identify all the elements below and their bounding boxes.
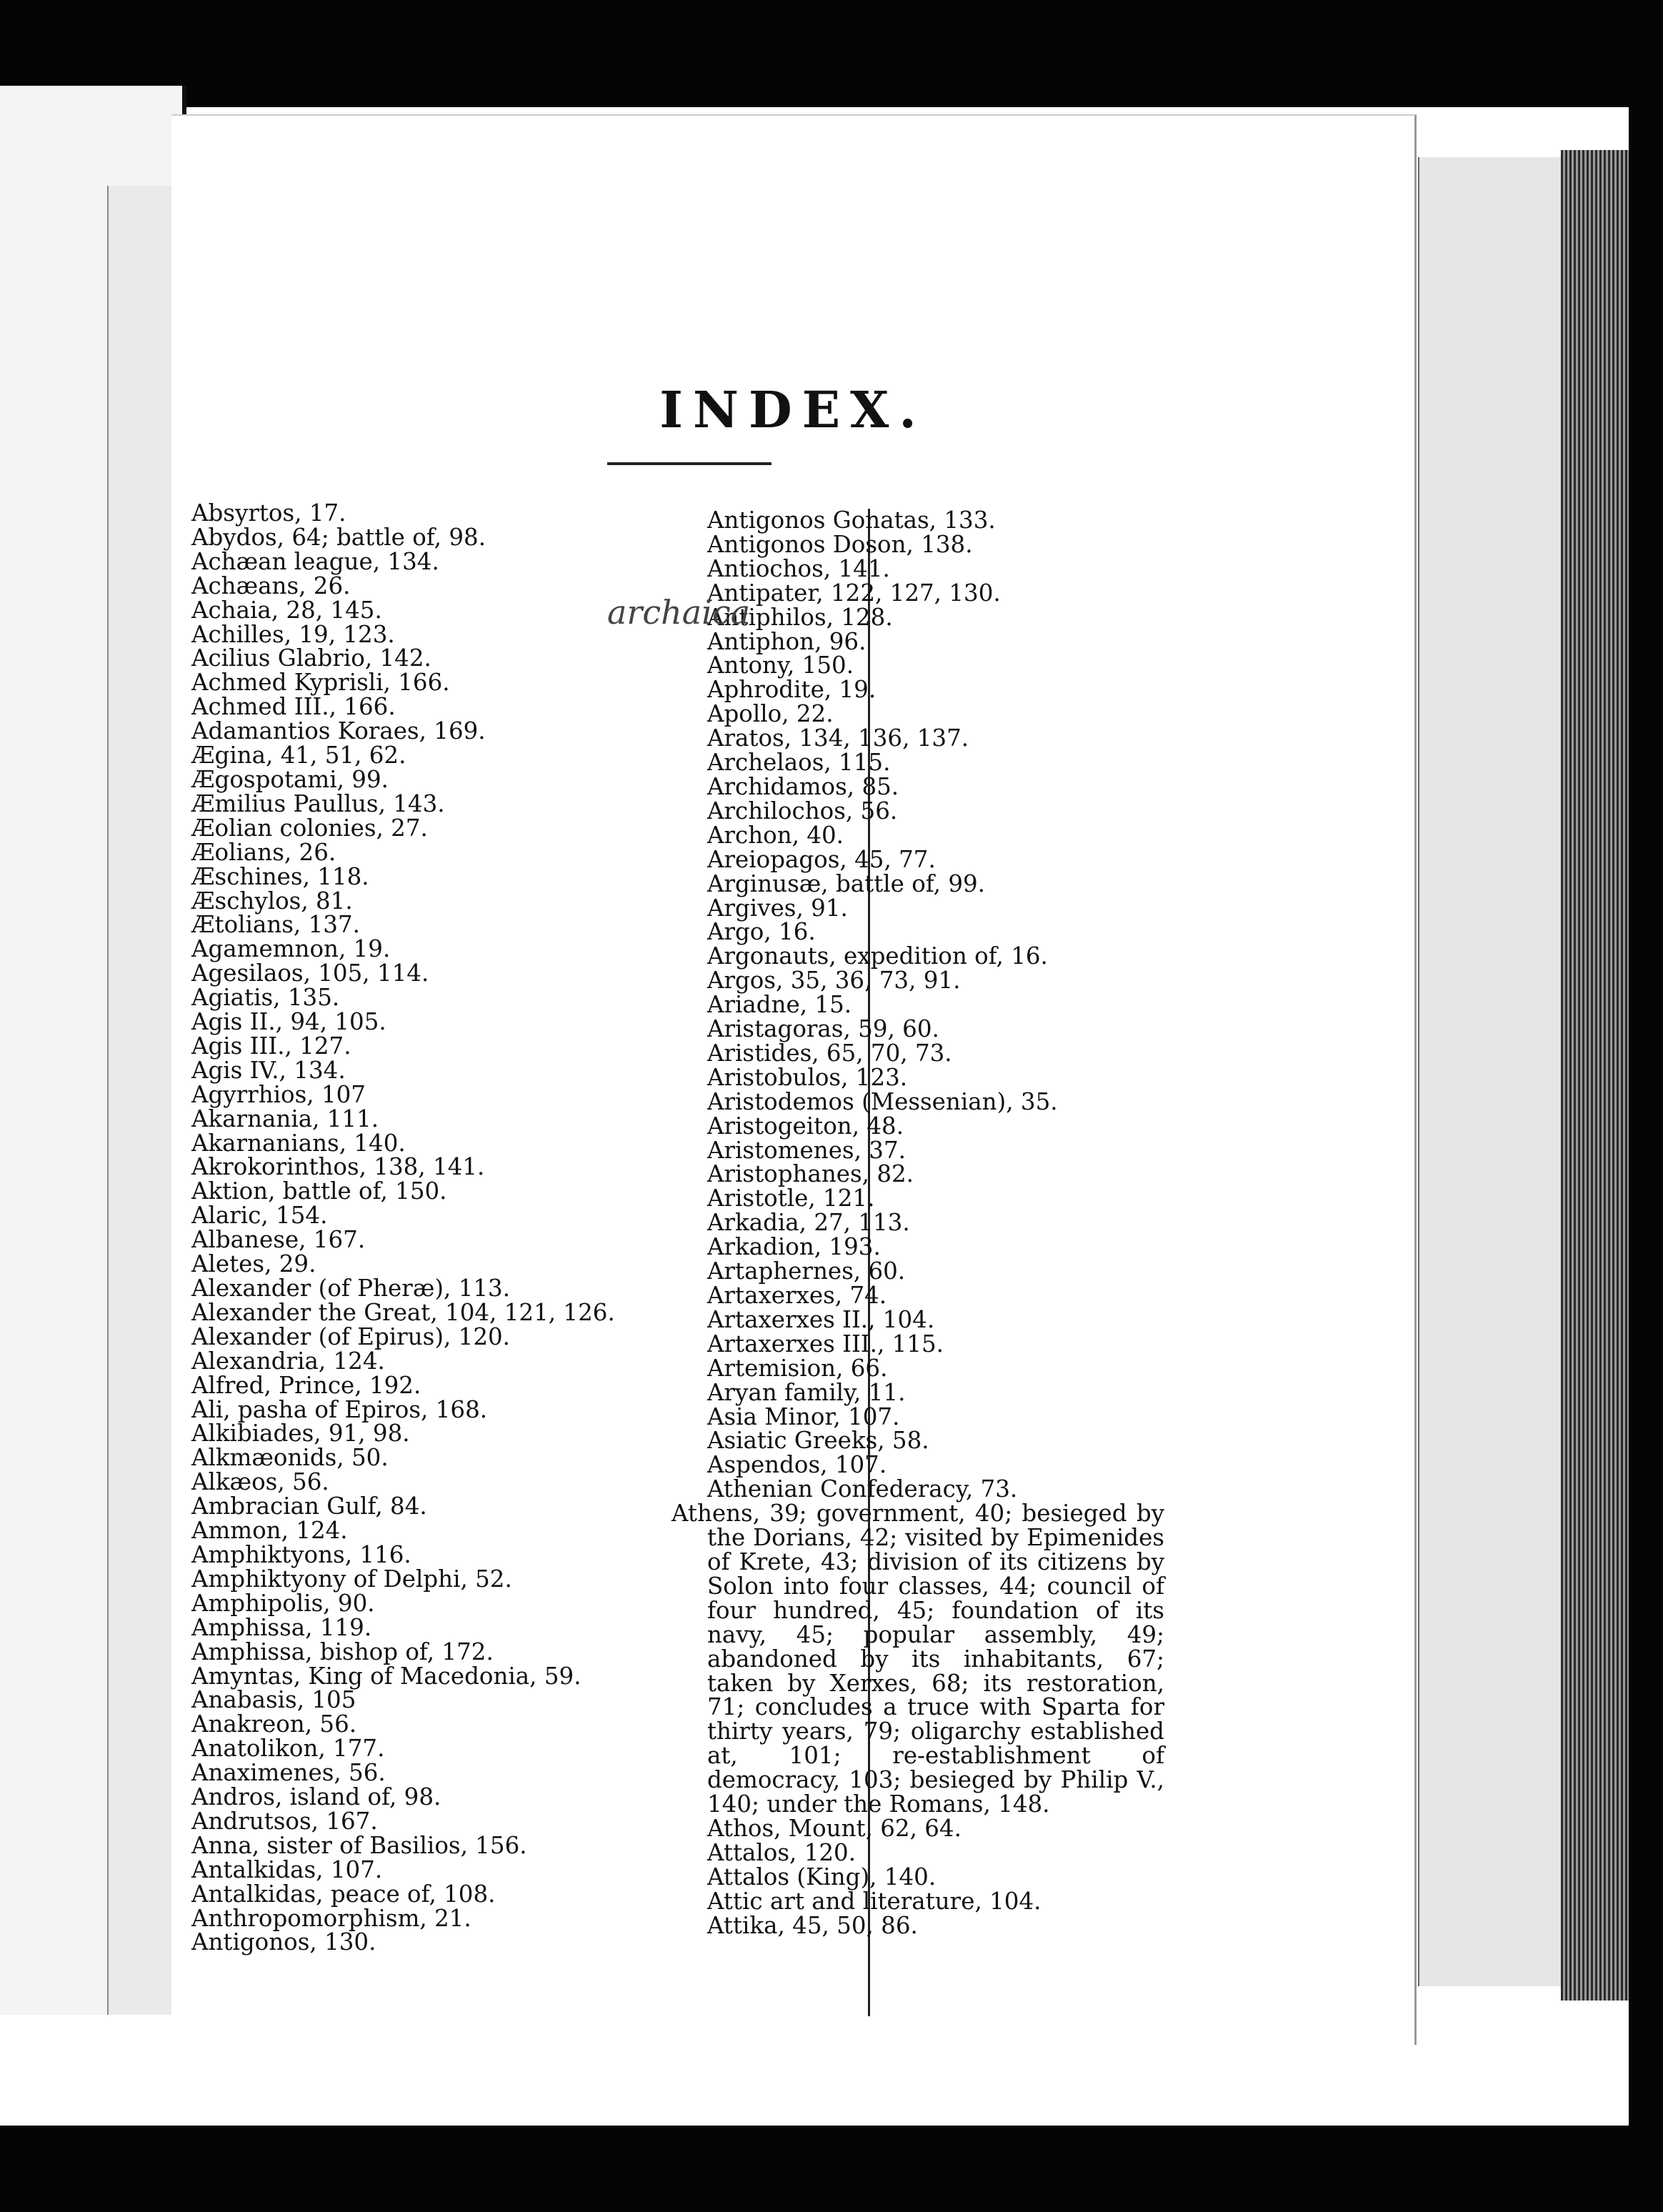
index-entry: Agamemnon, 19.: [191, 935, 391, 963]
index-entry: Æolians, 26.: [191, 838, 336, 866]
index-entry: Arginusæ, battle of, 99.: [707, 870, 986, 897]
index-entry: Alkibiades, 91, 98.: [191, 1420, 410, 1448]
index-entry: Aristides, 65, 70, 73.: [707, 1039, 952, 1067]
index-entry: Aristagoras, 59, 60.: [707, 1015, 939, 1043]
index-entry: Antalkidas, 107.: [191, 1855, 383, 1883]
index-entry: Anthropomorphism, 21.: [191, 1904, 471, 1932]
index-entry: Amphiktyony of Delphi, 52.: [191, 1565, 512, 1593]
index-entry: Athos, Mount, 62, 64.: [707, 1814, 962, 1842]
index-entry: Argo, 16.: [707, 918, 816, 946]
index-entry: Artaxerxes II., 104.: [707, 1305, 935, 1333]
index-entry: Æschylos, 81.: [191, 887, 353, 915]
index-entry: Amphissa, 119.: [191, 1613, 372, 1641]
index-entry: Antiphilos, 128.: [707, 603, 893, 631]
index-entry: Antiochos, 141.: [707, 554, 890, 582]
index-entry: Aristomenes, 37.: [707, 1136, 906, 1164]
index-entry: Artaxerxes III., 115.: [707, 1330, 944, 1357]
index-entry: Akarnanians, 140.: [191, 1129, 406, 1157]
title-rule: [607, 462, 771, 465]
page-stack: [1561, 150, 1629, 2001]
index-entry: Antony, 150.: [707, 652, 854, 679]
index-entry: Aratos, 134, 136, 137.: [707, 724, 969, 752]
index-entry: Æolian colonies, 27.: [191, 814, 428, 842]
index-entry: Ariadne, 15.: [707, 991, 852, 1019]
index-entry: Achmed III., 166.: [191, 693, 396, 721]
index-entry: Acilius Glabrio, 142.: [191, 644, 431, 672]
index-entry: Amphiktyons, 116.: [191, 1540, 411, 1568]
index-entry: Akrokorinthos, 138, 141.: [191, 1153, 485, 1181]
index-entry: Areiopagos, 45, 77.: [707, 845, 936, 873]
index-entry: Alexander (of Pheræ), 113.: [191, 1275, 511, 1302]
index-entry: Antalkidas, peace of, 108.: [191, 1880, 496, 1908]
index-entry: Aletes, 29.: [191, 1250, 316, 1278]
index-entry: Albanese, 167.: [191, 1226, 366, 1254]
index-entry: Aphrodite, 19.: [707, 676, 877, 704]
index-entry: Apollo, 22.: [707, 700, 834, 728]
index-entry: Anakreon, 56.: [191, 1710, 357, 1738]
page-edges: [1418, 157, 1562, 1986]
index-entry: Æschines, 118.: [191, 862, 369, 890]
index-page: [171, 114, 1417, 2045]
index-entry: Aristodemos (Messenian), 35.: [707, 1087, 1058, 1115]
index-entry: Achæan league, 134.: [191, 547, 439, 575]
index-entry: Agis III., 127.: [191, 1032, 351, 1060]
index-entry: Asia Minor, 107.: [707, 1403, 900, 1430]
index-entry: Achilles, 19, 123.: [191, 620, 395, 648]
index-entry: Andros, island of, 98.: [191, 1783, 441, 1811]
index-entry: Antipater, 122, 127, 130.: [707, 579, 1001, 607]
index-entry: Aristotle, 121.: [707, 1185, 875, 1212]
index-entry: Amphipolis, 90.: [191, 1589, 375, 1617]
index-entry: Arkadion, 193.: [707, 1233, 881, 1261]
index-entry: Argos, 35, 36, 73, 91.: [707, 967, 961, 995]
handwritten-note: archaica: [607, 593, 751, 632]
index-entry: Achaia, 28, 145.: [191, 596, 382, 624]
index-entry: Aspendos, 107.: [707, 1451, 887, 1479]
index-entry: Anabasis, 105: [191, 1686, 356, 1714]
index-entry: Alkmæonids, 50.: [191, 1444, 389, 1472]
left-page-fold: [107, 186, 176, 2015]
index-entry: Antiphon, 96.: [707, 627, 867, 655]
index-entry: Artaxerxes, 74.: [707, 1282, 887, 1309]
index-entry: Andrutsos, 167.: [191, 1807, 378, 1835]
index-entry: Anaximenes, 56.: [191, 1759, 386, 1787]
index-entry: Aryan family, 11.: [707, 1378, 906, 1406]
index-entry: Arkadia, 27, 113.: [707, 1209, 910, 1237]
index-entry: Anna, sister of Basilios, 156.: [191, 1831, 527, 1859]
index-entry: Attika, 45, 50, 86.: [707, 1911, 918, 1939]
index-entry: Adamantios Koraes, 169.: [191, 717, 486, 745]
index-entry: Artemision, 66.: [707, 1354, 888, 1382]
index-entry: Archon, 40.: [707, 821, 844, 849]
index-entry: Absyrtos, 17.: [191, 499, 346, 527]
index-entry: Agis II., 94, 105.: [191, 1008, 386, 1036]
scan-frame-right: [1629, 0, 1663, 2212]
index-entry: Ali, pasha of Epiros, 168.: [191, 1395, 488, 1423]
index-entry: Akarnania, 111.: [191, 1105, 379, 1132]
index-entry: Achmed Kyprisli, 166.: [191, 669, 450, 697]
index-entry: Agis IV., 134.: [191, 1056, 346, 1084]
index-entry: Alexander the Great, 104, 121, 126.: [191, 1298, 615, 1326]
index-entry: Attalos, 120.: [707, 1838, 857, 1866]
index-entry: Ammon, 124.: [191, 1517, 348, 1545]
index-entry: Attalos (King), 140.: [707, 1863, 937, 1890]
index-column-left: [191, 499, 749, 1956]
index-entry: Archidamos, 85.: [707, 772, 899, 800]
index-entry: Antigonos Doson, 138.: [707, 530, 973, 558]
scan-frame-top: [0, 0, 1663, 107]
index-entry: Ægospotami, 99.: [191, 765, 389, 793]
index-entry: Alkæos, 56.: [191, 1468, 329, 1496]
index-entry: Ætolians, 137.: [191, 911, 360, 939]
index-entry: Ægina, 41, 51, 62.: [191, 742, 406, 769]
index-entry: Anatolikon, 177.: [191, 1735, 385, 1763]
index-entry: Attic art and literature, 104.: [707, 1887, 1042, 1915]
index-entry: Abydos, 64; battle of, 98.: [191, 523, 486, 551]
index-entry: Amphissa, bishop of, 172.: [191, 1638, 494, 1665]
index-entry: Ambracian Gulf, 84.: [191, 1493, 427, 1520]
index-entry: Alexander (of Epirus), 120.: [191, 1322, 511, 1350]
index-entry: Agyrrhios, 107: [191, 1080, 366, 1108]
index-entry-athens: Athens, 39; government, 40; besieged by the Dorians, 42; visited by Epimenides of Krete, 43; division of its citizens by Solon into four classes, 44; council of four hundred, 45; foundation of its navy, 45; popular assembly, 49; abandoned by its inhabitants, 67; taken by Xerxes, 68; its restoration, 71; concludes a truce with Sparta for thirty years, 79; oligarchy established at, 101; re-establishment of democracy, 103; besieged by Philip V., 140; under the Romans, 148.: [671, 1500, 1164, 1818]
index-entry: Antigonos, 130.: [191, 1928, 376, 1956]
index-entry: Æmilius Paullus, 143.: [191, 789, 445, 817]
index-entry: Argonauts, expedition of, 16.: [707, 942, 1048, 970]
index-entry: Argives, 91.: [707, 894, 848, 922]
index-entry: Agiatis, 135.: [191, 984, 340, 1012]
index-entry: Artaphernes, 60.: [707, 1257, 906, 1285]
index-entry: Antigonos Gonatas, 133.: [707, 507, 996, 534]
index-entry: Alexandria, 124.: [191, 1347, 385, 1375]
index-entry: Archelaos, 115.: [707, 749, 891, 777]
scan-frame-bottom: [0, 2126, 1663, 2212]
page-title: INDEX.: [659, 380, 927, 439]
index-entry: Archilochos, 56.: [707, 797, 898, 824]
index-entry: Asiatic Greeks, 58.: [707, 1427, 929, 1455]
index-entry: Athenian Confederacy, 73.: [707, 1475, 1018, 1503]
index-entry: Amyntas, King of Macedonia, 59.: [191, 1662, 581, 1690]
index-entry: Aristophanes, 82.: [707, 1160, 914, 1188]
index-entry: Achæans, 26.: [191, 572, 351, 599]
index-entry: Aristogeiton, 48.: [707, 1112, 904, 1140]
index-entry: Aktion, battle of, 150.: [191, 1177, 447, 1205]
index-entry: Alaric, 154.: [191, 1202, 328, 1230]
index-entry: Aristobulos, 123.: [707, 1063, 908, 1091]
index-entry: Alfred, Prince, 192.: [191, 1371, 421, 1399]
index-entry: Agesilaos, 105, 114.: [191, 960, 429, 987]
